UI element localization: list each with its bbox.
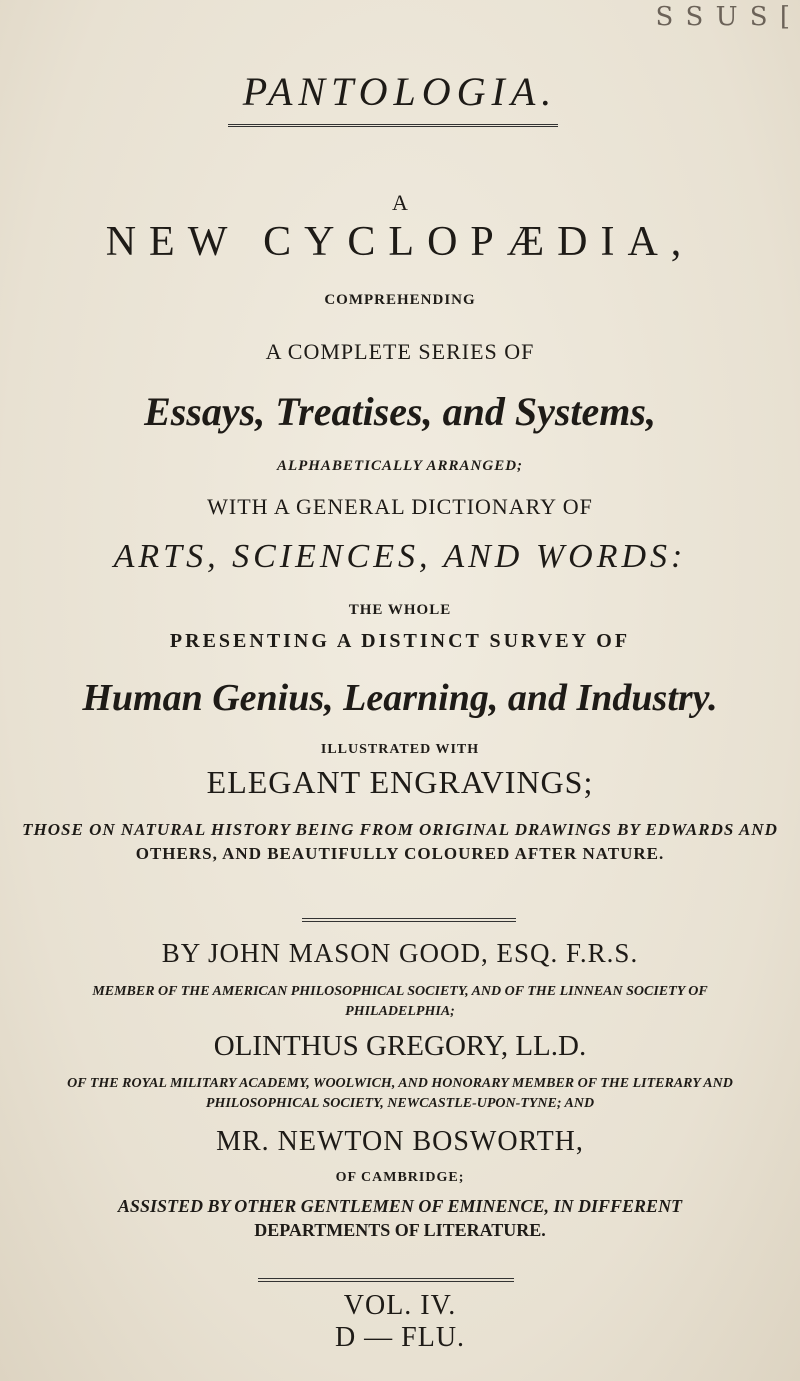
good-affiliation-line-2: PHILADELPHIA; — [345, 1004, 455, 1019]
essays-line: Essays, Treatises, and Systems, — [144, 389, 656, 434]
assisted-line-2: DEPARTMENTS OF LITERATURE. — [254, 1220, 546, 1240]
human-genius-line: Human Genius, Learning, and Industry. — [82, 677, 718, 719]
good-affiliation-line-1: MEMBER OF THE AMERICAN PHILOSOPHICAL SOCIETY, AND OF THE LINNEAN SOCIETY OF — [92, 984, 708, 999]
illustrated-with-line: ILLUSTRATED WITH — [320, 742, 480, 757]
library-mark: S S U S [ — [655, 2, 792, 32]
volume-number: VOL. IV. — [343, 1290, 457, 1321]
the-whole-line: THE WHOLE — [348, 602, 452, 618]
bosworth-affiliation: OF CAMBRIDGE; — [335, 1170, 465, 1185]
natural-history-line-2: OTHERS, AND BEAUTIFULLY COLOURED AFTER NATURE. — [135, 844, 665, 863]
author-gregory: OLINTHUS GREGORY, LL.D. — [213, 1030, 587, 1062]
subtitle-new-cyclopaedia: NEW CYCLOPÆDIA, — [105, 219, 695, 265]
complete-series-line: A COMPLETE SERIES OF — [265, 339, 535, 364]
arts-sciences-line: ARTS, SCIENCES, AND WORDS: — [113, 538, 687, 575]
assisted-line-1: ASSISTED BY OTHER GENTLEMEN OF EMINENCE, IN DIFFERENT — [117, 1196, 683, 1216]
gregory-affiliation-line-1: OF THE ROYAL MILITARY ACADEMY, WOOLWICH, AND HONORARY MEMBER OF THE LITERARY AND — [67, 1076, 733, 1091]
author-bosworth: MR. NEWTON BOSWORTH, — [216, 1126, 584, 1157]
elegant-engravings-line: ELEGANT ENGRAVINGS; — [206, 764, 594, 800]
presenting-line: PRESENTING A DISTINCT SURVEY OF — [169, 630, 631, 652]
general-dictionary-line: WITH A GENERAL DICTIONARY OF — [207, 494, 593, 519]
volume-range: D — FLU. — [334, 1322, 466, 1353]
natural-history-line-1: THOSE ON NATURAL HISTORY BEING FROM ORIGINAL DRAWINGS BY EDWARDS AND — [22, 820, 778, 839]
gregory-affiliation-line-2: PHILOSOPHICAL SOCIETY, NEWCASTLE-UPON-TYNE; AND — [205, 1096, 595, 1111]
alphabetically-line: ALPHABETICALLY ARRANGED; — [276, 458, 524, 474]
comprehending-line: COMPREHENDING — [324, 292, 476, 308]
main-title: PANTOLOGIA. — [242, 69, 558, 114]
author-good: BY JOHN MASON GOOD, ESQ. F.R.S. — [161, 938, 639, 968]
volume-rule — [258, 1278, 514, 1282]
author-rule — [302, 918, 516, 922]
article-a: A — [392, 190, 408, 215]
title-rule — [228, 124, 558, 127]
